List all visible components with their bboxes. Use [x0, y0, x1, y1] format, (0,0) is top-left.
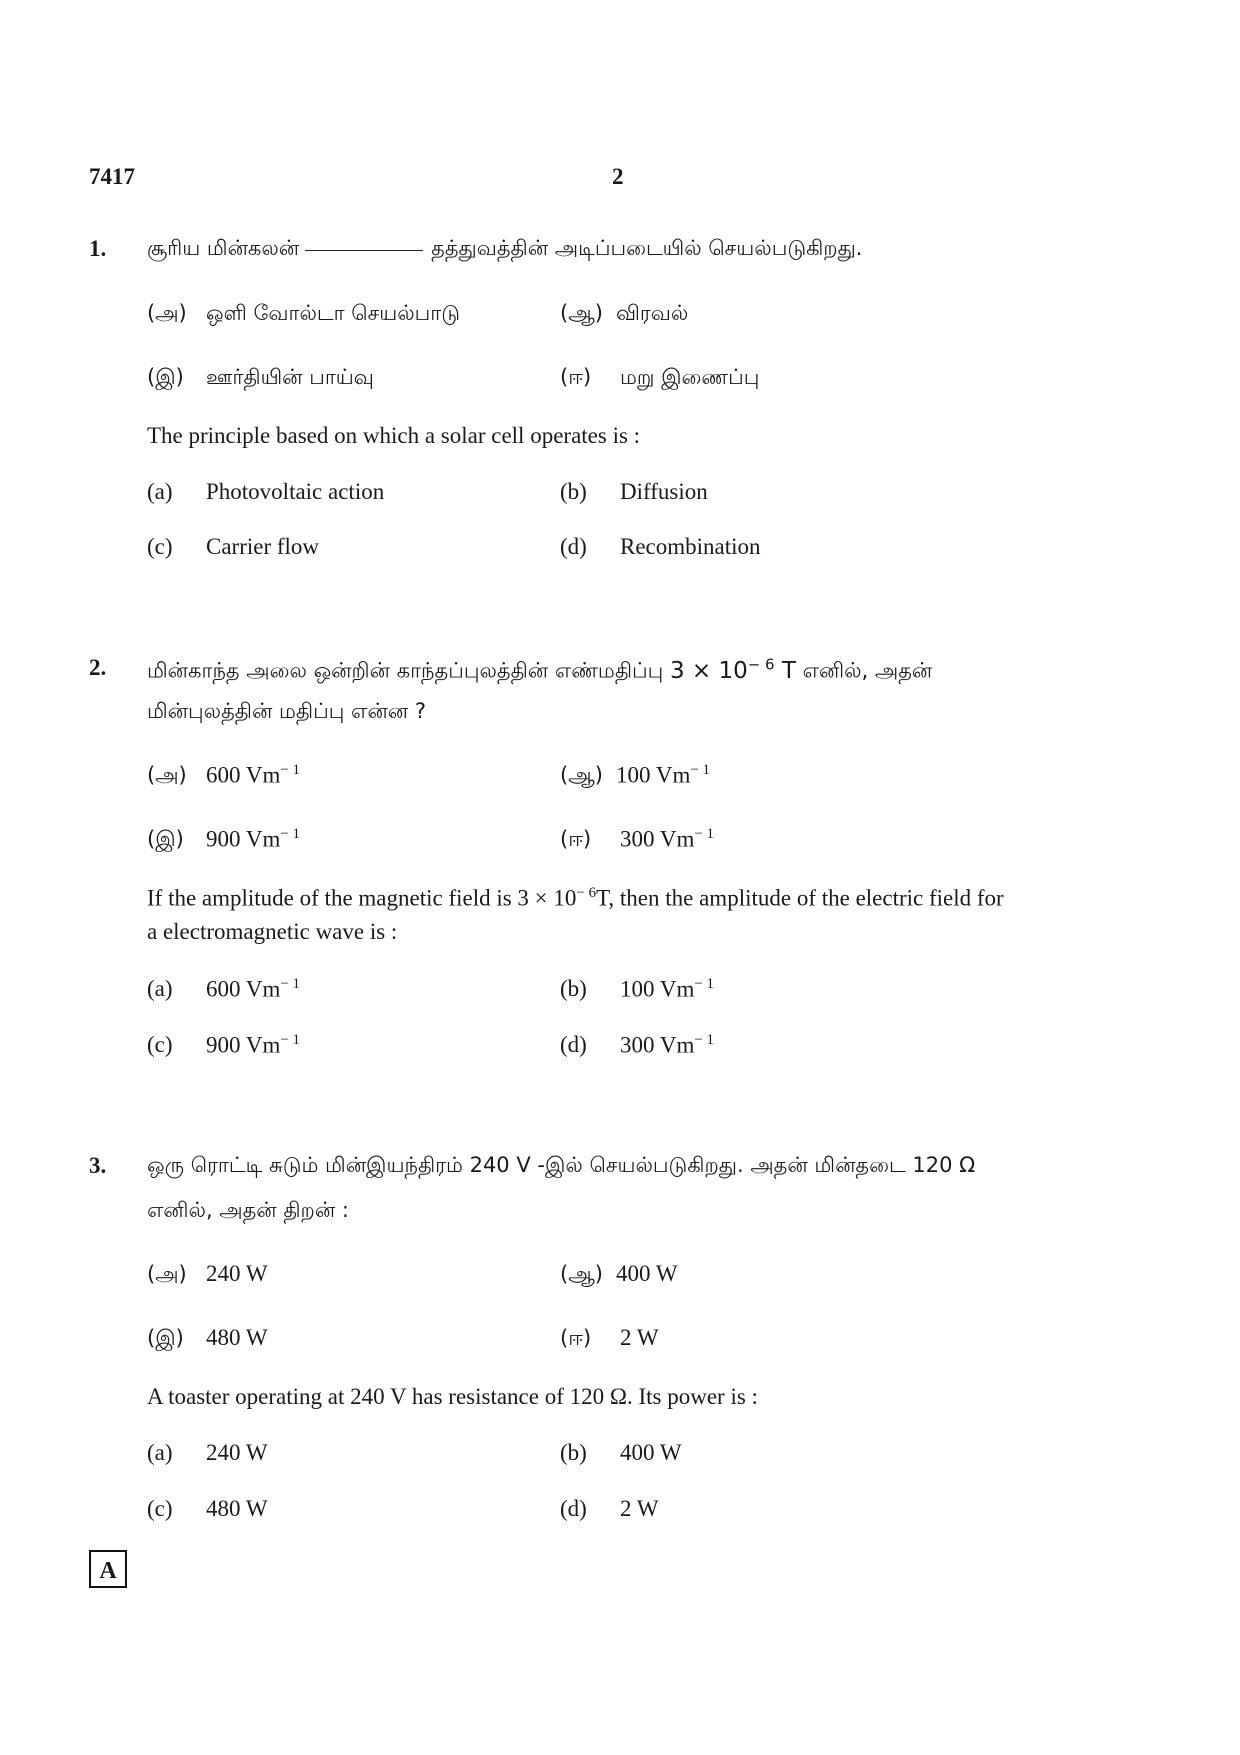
paper-code: 7417 [89, 164, 135, 189]
option-exponent: − 1 [694, 976, 714, 992]
option-text [206, 1032, 300, 1059]
option-text: 240 W [206, 1261, 268, 1286]
option-label: (c) [147, 1496, 173, 1521]
question-text-tamil [147, 655, 932, 686]
option-text: Carrier flow [206, 534, 320, 559]
option-text: Diffusion [620, 479, 708, 504]
option-value: 900 Vm [206, 1032, 281, 1058]
option-label: (இ) [147, 365, 184, 389]
option-text [620, 1032, 714, 1059]
option-label: (ஈ) [560, 827, 592, 851]
question-text-part: If the amplitude of the magnetic field is 3 × 10 [147, 885, 577, 911]
option-label: (அ) [147, 1262, 187, 1286]
option-label: (b) [560, 479, 587, 504]
option-label: (a) [147, 976, 173, 1001]
option-label: (ஆ) [560, 1262, 603, 1286]
option-value: 100 Vm [616, 762, 691, 788]
question-number: 1. [89, 236, 107, 261]
option-label: (d) [560, 534, 587, 559]
question-text-part: சூரிய மின்கலன் [147, 236, 300, 260]
question-number: 3. [89, 1153, 107, 1178]
option-text [620, 976, 714, 1003]
question-text-part: எனில், அதன் [802, 658, 933, 683]
option-label: (அ) [147, 763, 187, 787]
option-label: (c) [147, 534, 173, 559]
option-exponent: − 1 [694, 826, 714, 842]
option-label: (a) [147, 1440, 173, 1465]
option-text: ஊர்தியின் பாய்வு [206, 365, 374, 389]
option-value: 600 Vm [206, 762, 281, 788]
option-text: ஒளி வோல்டா செயல்பாடு [206, 301, 461, 325]
option-text: 480 W [206, 1496, 268, 1521]
question-text-tamil [147, 236, 862, 263]
option-text [620, 826, 714, 853]
math-expression [669, 655, 796, 684]
option-label: (d) [560, 1032, 587, 1057]
option-label: (b) [560, 976, 587, 1001]
option-exponent: − 1 [690, 762, 710, 778]
option-text: 400 W [620, 1440, 682, 1465]
option-label: (ஆ) [560, 301, 603, 325]
option-text: Recombination [620, 534, 761, 559]
option-label: (அ) [147, 301, 187, 325]
option-text: Photovoltaic action [206, 479, 385, 504]
option-text: 400 W [616, 1261, 678, 1286]
option-label: (ஈ) [560, 1326, 592, 1350]
question-text-english: A toaster operating at 240 V has resistance of 120 Ω. Its power is : [147, 1384, 758, 1409]
option-exponent: − 1 [280, 762, 300, 778]
question-text-english: The principle based on which a solar cell operates is : [147, 423, 641, 448]
question-text-tamil: ஒரு ரொட்டி சுடும் மின்இயந்திரம் 240 V -இல் செயல்படுகிறது. அதன் மின்தடை 120 Ω [147, 1153, 976, 1177]
option-value: 300 Vm [620, 826, 695, 852]
option-value: 100 Vm [620, 976, 695, 1002]
question-number: 2. [89, 655, 107, 680]
option-label: (இ) [147, 827, 184, 851]
question-text-part: மின்காந்த அலை ஒன்றின் காந்தப்புலத்தின் எண்மதிப்பு [147, 658, 664, 683]
question-text-english-line2: a electromagnetic wave is : [147, 919, 398, 944]
option-label: (ஆ) [560, 763, 603, 787]
option-text [206, 976, 300, 1003]
option-exponent: − 1 [694, 1032, 714, 1048]
math-exponent: − 6 [747, 655, 775, 673]
option-label: (d) [560, 1496, 587, 1521]
option-exponent: − 1 [280, 1032, 300, 1048]
option-text: விரவல் [616, 301, 689, 325]
question-text-tamil-line2: மின்புலத்தின் மதிப்பு என்ன ? [147, 699, 426, 723]
question-text-part: T, then the amplitude of the electric field for [596, 885, 1004, 911]
option-text: மறு இணைப்பு [620, 365, 760, 389]
question-text-english [147, 885, 1004, 912]
option-exponent: − 1 [280, 976, 300, 992]
option-value: 600 Vm [206, 976, 281, 1002]
page-number: 2 [612, 164, 624, 189]
option-label: (a) [147, 479, 173, 504]
option-label: (b) [560, 1440, 587, 1465]
math-base: 3 × 10 [669, 657, 748, 684]
booklet-code-box: A [89, 1550, 127, 1588]
math-exponent: − 6 [576, 885, 597, 901]
option-label: (ஈ) [560, 365, 592, 389]
option-text: 240 W [206, 1440, 268, 1465]
option-text: 480 W [206, 1325, 268, 1350]
option-value: 300 Vm [620, 1032, 695, 1058]
option-text [616, 762, 710, 789]
option-text [206, 762, 300, 789]
question-text-tamil-line2: எனில், அதன் திறன் : [147, 1198, 349, 1222]
option-text: 2 W [620, 1496, 659, 1521]
option-text [206, 826, 300, 853]
question-text-part: தத்துவத்தின் அடிப்படையில் செயல்படுகிறது. [431, 236, 863, 260]
math-unit: T [774, 657, 796, 684]
option-value: 900 Vm [206, 826, 281, 852]
option-label: (இ) [147, 1326, 184, 1350]
answer-blank [305, 250, 423, 251]
option-text: 2 W [620, 1325, 659, 1350]
option-exponent: − 1 [280, 826, 300, 842]
option-label: (c) [147, 1032, 173, 1057]
